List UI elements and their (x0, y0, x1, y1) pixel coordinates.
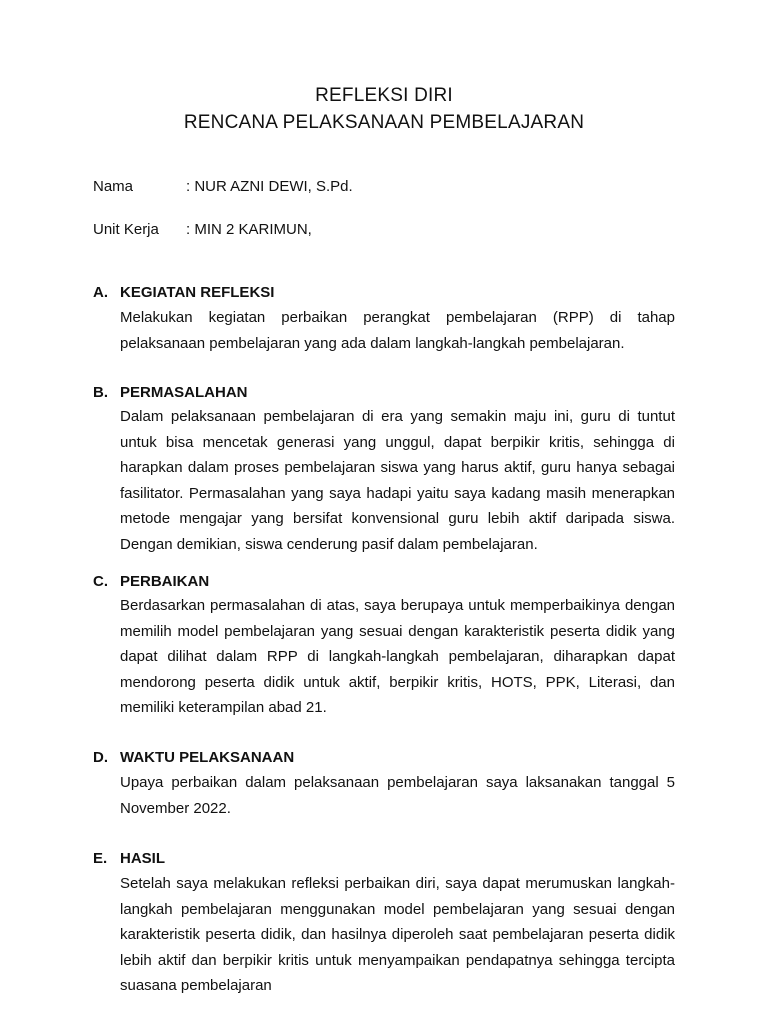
section-d-title: WAKTU PELAKSANAAN (120, 749, 295, 766)
section-b-body: Dalam pelaksanaan pembelajaran di era yang semakin maju ini, guru di tuntut untuk bisa mencetak generasi yang unggul, dapat berpikir kritis, sehingga di harapkan dalam proses pembelajaran siswa yang harus aktif, guru hanya sebagai fasilitator. Permasalahan yang saya hadapi yaitu saya kadang masih menerapkan metode mengajar yang bersifat konvensional guru lebih aktif daripada siswa. Dengan demikian, siswa cenderung pasif dalam pembelajaran. (120, 408, 675, 553)
section-a-title: KEGIATAN REFLEKSI (120, 284, 275, 301)
section-b-letter: B. (93, 384, 108, 401)
section-e-letter: E. (93, 850, 108, 867)
section-e-title: HASIL (120, 850, 165, 867)
section-e-body: Setelah saya melakukan refleksi perbaikan diri, saya dapat merumuskan langkah-langkah pembelajaran menggunakan model pembelajaran yang sesuai dengan karakteristik peserta didik, dan hasilnya diperoleh saat pembelajaran peserta didik lebih aktif dan berpikir kritis untuk menyampaikan pendapatnya sehingga tercipta suasana pembelajaran (120, 875, 675, 995)
section-a-letter: A. (93, 284, 108, 301)
section-a-body: Melakukan kegiatan perbaikan perangkat pembelajaran (RPP) di tahap pelaksanaan pembelajaran yang ada dalam langkah-langkah pembelajaran. (120, 309, 675, 352)
section-b-title: PERMASALAHAN (120, 384, 248, 401)
name-value: : NUR AZNI DEWI, S.Pd. (186, 178, 353, 195)
document-subtitle: RENCANA PELAKSANAAN PEMBELAJARAN (183, 112, 585, 133)
section-c-letter: C. (93, 573, 108, 590)
section-c-title: PERBAIKAN (120, 573, 210, 590)
section-d-letter: D. (93, 749, 108, 766)
name-label: Nama (93, 178, 134, 195)
document-title: REFLEKSI DIRI (315, 85, 453, 106)
unit-label: Unit Kerja (93, 221, 159, 238)
section-c-body: Berdasarkan permasalahan di atas, saya berupaya untuk memperbaikinya dengan memilih model pembelajaran yang sesuai dengan karakteristik peserta didik yang dapat dilihat dalam RPP di langkah-langkah pembelajaran, diharapkan dapat mendorong peserta didik untuk aktif, berpikir kritis, HOTS, PPK, Literasi, dan memiliki keterampilan abad 21. (120, 597, 675, 717)
unit-value: : MIN 2 KARIMUN, (186, 221, 312, 238)
section-d-body: Upaya perbaikan dalam pelaksanaan pembelajaran saya laksanakan tanggal 5 November 2022. (120, 774, 675, 817)
